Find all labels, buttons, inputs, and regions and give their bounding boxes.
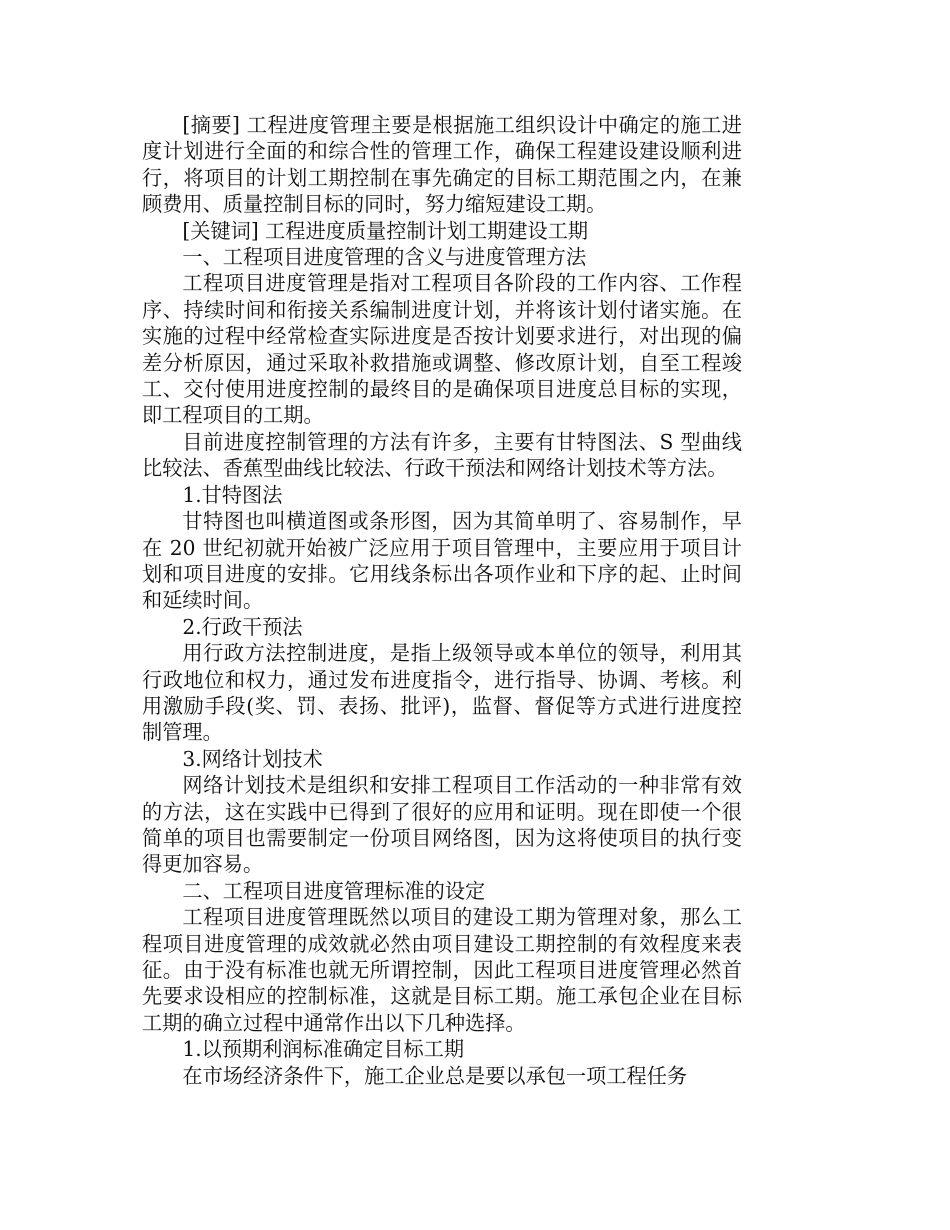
body-paragraph: 目前进度控制管理的方法有许多，主要有甘特图法、S 型曲线比较法、香蕉型曲线比较法、行政干预法和网络计划技术等方法。 — [142, 429, 742, 481]
body-paragraph: 甘特图也叫横道图或条形图，因为其简单明了、容易制作，早在 20 世纪初就开始被广泛应用于项目管理中，主要应用于项目计划和项目进度的安排。它用线条标出各项作业和下序的起、止时间和延续时间。 — [142, 509, 742, 613]
subsection-heading: 3.网络计划技术 — [182, 746, 323, 771]
subsection-heading: 2.行政干预法 — [182, 614, 303, 639]
body-paragraph: 用行政方法控制进度，是指上级领导或本单位的领导，利用其行政地位和权力，通过发布进度指令，进行指导、协调、考核。利用激励手段(奖、罚、表扬、批评)，监督、督促等方式进行进度控制管理。 — [142, 641, 742, 745]
body-paragraph: 网络计划技术是组织和安排工程项目工作活动的一种非常有效的方法，这在实践中已得到了很好的应用和证明。现在即使一个很简单的项目也需要制定一份项目网络图，因为这将使项目的执行变得更加容易。 — [142, 773, 742, 877]
section-heading: 二、工程项目进度管理标准的设定 — [182, 878, 486, 903]
abstract-paragraph: [摘要] 工程进度管理主要是根据施工组织设计中确定的施工进度计划进行全面的和综合性的管理工作，确保工程建设建设顺利进行，将项目的计划工期控制在事先确定的目标工期范围之内，在兼顾费用、质量控制目标的同时，努力缩短建设工期。 — [142, 113, 742, 217]
subsection-heading: 1.以预期利润标准确定目标工期 — [182, 1037, 465, 1062]
subsection-heading: 1.甘特图法 — [182, 482, 283, 507]
body-paragraph: 在市场经济条件下，施工企业总是要以承包一项工程任务 — [182, 1063, 688, 1088]
keywords-line: [关键词] 工程进度质量控制计划工期建设工期 — [182, 218, 589, 243]
section-heading: 一、工程项目进度管理的含义与进度管理方法 — [182, 245, 587, 270]
body-paragraph: 工程项目进度管理既然以项目的建设工期为管理对象，那么工程项目进度管理的成效就必然由项目建设工期控制的有效程度来表征。由于没有标准也就无所谓控制，因此工程项目进度管理必然首先要求设相应的控制标准，这就是目标工期。施工承包企业在目标工期的确立过程中通常作出以下几种选择。 — [142, 905, 742, 1035]
document-page — [142, 112, 742, 1089]
body-paragraph: 工程项目进度管理是指对工程项目各阶段的工作内容、工作程序、持续时间和衔接关系编制进度计划，并将该计划付诸实施。在实施的过程中经常检查实际进度是否按计划要求进行，对出现的偏差分析原因，通过采取补救措施或调整、修改原计划，自至工程竣工、交付使用进度控制的最终目的是确保项目进度总目标的实现，即工程项目的工期。 — [142, 271, 742, 428]
